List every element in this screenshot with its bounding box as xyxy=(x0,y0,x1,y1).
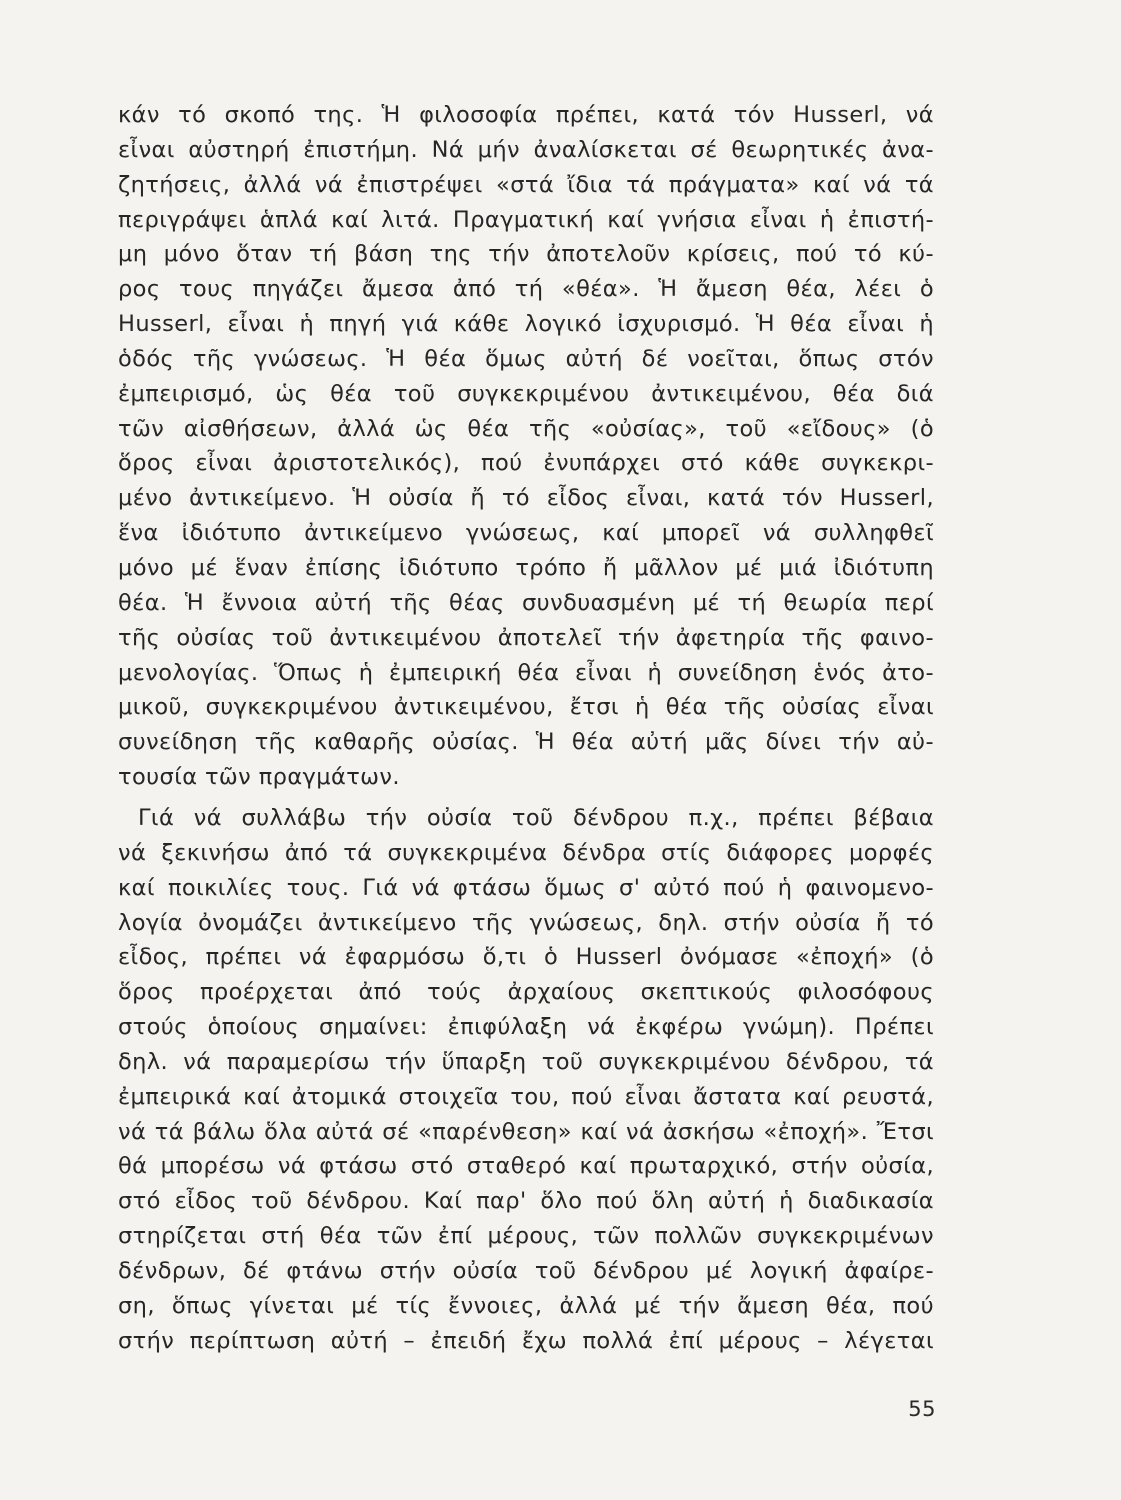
text-line: Husserl, εἶναι ἡ πηγή γιά κάθε λογικό ἰσχυρισμό. Ἡ θέα εἶναι ἡ xyxy=(118,311,934,338)
text-line: συνείδηση τῆς καθαρῆς οὐσίας. Ἡ θέα αὐτή μᾶς δίνει τήν αὐ- xyxy=(118,729,934,756)
text-line: νά ξεκινήσω ἀπό τά συγκεκριμένα δένδρα στίς διάφορες μορφές xyxy=(118,839,934,866)
text-line: εἶναι αὐστηρή ἐπιστήμη. Νά μήν ἀναλίσκεται σέ θεωρητικές ἀνα- xyxy=(118,136,934,163)
text-line: λογία ὀνομάζει ἀντικείμενο τῆς γνώσεως, δηλ. στήν οὐσία ἤ τό xyxy=(118,909,934,936)
text-line: ση, ὅπως γίνεται μέ τίς ἔννοιες, ἀλλά μέ τήν ἄμεση θέα, πού xyxy=(118,1292,934,1319)
text-line: θέα. Ἡ ἔννοια αὐτή τῆς θέας συνδυασμένη μέ τή θεωρία περί xyxy=(118,589,934,616)
paragraph-1 xyxy=(118,98,934,795)
text-line: μη μόνο ὅταν τή βάση της τήν ἀποτελοῦν κρίσεις, πού τό κύ- xyxy=(118,241,934,268)
text-line: μόνο μέ ἕναν ἐπίσης ἰδιότυπο τρόπο ἤ μᾶλλον μέ μιά ἰδιότυπη xyxy=(118,554,934,581)
text-line: τῆς οὐσίας τοῦ ἀντικειμένου ἀποτελεῖ τήν ἀφετηρία τῆς φαινο- xyxy=(118,624,934,651)
text-line: εἶδος, πρέπει νά ἐφαρμόσω ὅ,τι ὁ Husserl ὀνόμασε «ἐποχή» (ὁ xyxy=(118,944,934,971)
text-line: ὅρος προέρχεται ἀπό τούς ἀρχαίους σκεπτικούς φιλοσόφους xyxy=(118,979,934,1006)
text-line: καί ποικιλίες τους. Γιά νά φτάσω ὅμως σ' αὐτό πού ἡ φαινομενο- xyxy=(118,874,934,901)
text-line: θά μπορέσω νά φτάσω στό σταθερό καί πρωταρχικό, στήν οὐσία, xyxy=(118,1153,934,1180)
paragraph-2 xyxy=(118,801,934,1359)
text-line: δένδρων, δέ φτάνω στήν οὐσία τοῦ δένδρου μέ λογική ἀφαίρε- xyxy=(118,1257,934,1284)
text-line: ἐμπειρισμό, ὡς θέα τοῦ συγκεκριμένου ἀντικειμένου, θέα διά xyxy=(118,380,934,407)
text-line: στούς ὁποίους σημαίνει: ἐπιφύλαξη νά ἐκφέρω γνώμη). Πρέπει xyxy=(118,1014,934,1041)
text-line: νά τά βάλω ὅλα αὐτά σέ «παρένθεση» καί νά ἀσκήσω «ἐποχή». Ἔτσι xyxy=(118,1118,934,1145)
page-number: 55 xyxy=(908,1397,936,1421)
text-line: στήν περίπτωση αὐτή – ἐπειδή ἔχω πολλά ἐπί μέρους – λέγεται xyxy=(118,1327,934,1354)
text-line: μένο ἀντικείμενο. Ἡ οὐσία ἤ τό εἶδος εἶναι, κατά τόν Husserl, xyxy=(118,485,934,512)
text-line: ρος τους πηγάζει ἄμεσα ἀπό τή «θέα». Ἡ ἄμεση θέα, λέει ὁ xyxy=(118,276,934,303)
text-line: ὅρος εἶναι ἀριστοτελικός), πού ἐνυπάρχει στό κάθε συγκεκρι- xyxy=(118,450,934,477)
text-line: περιγράψει ἁπλά καί λιτά. Πραγματική καί γνήσια εἶναι ἡ ἐπιστή- xyxy=(118,206,934,233)
text-line: τουσία τῶν πραγμάτων. xyxy=(118,764,400,791)
text-line: κάν τό σκοπό της. Ἡ φιλοσοφία πρέπει, κατά τόν Husserl, νά xyxy=(118,102,934,128)
text-line: μικοῦ, συγκεκριμένου ἀντικειμένου, ἔτσι ἡ θέα τῆς οὐσίας εἶναι xyxy=(118,694,934,721)
text-line: ὁδός τῆς γνώσεως. Ἡ θέα ὅμως αὐτή δέ νοεῖται, ὅπως στόν xyxy=(118,345,934,372)
text-line: τῶν αἰσθήσεων, ἀλλά ὡς θέα τῆς «οὐσίας», τοῦ «εἴδους» (ὁ xyxy=(118,415,934,442)
text-line: δηλ. νά παραμερίσω τήν ὕπαρξη τοῦ συγκεκριμένου δένδρου, τά xyxy=(118,1048,934,1075)
text-line: Γιά νά συλλάβω τήν οὐσία τοῦ δένδρου π.χ., πρέπει βέβαια xyxy=(138,805,934,831)
text-line: ἕνα ἰδιότυπο ἀντικείμενο γνώσεως, καί μπορεῖ νά συλληφθεῖ xyxy=(118,520,934,547)
text-line: στό εἶδος τοῦ δένδρου. Καί παρ' ὅλο πού ὅλη αὐτή ἡ διαδικασία xyxy=(118,1188,934,1215)
text-line: μενολογίας. Ὅπως ἡ ἐμπειρική θέα εἶναι ἡ συνείδηση ἑνός ἀτο- xyxy=(118,659,934,686)
text-line: ἐμπειρικά καί ἀτομικά στοιχεῖα του, πού εἶναι ἄστατα καί ρευστά, xyxy=(118,1083,934,1110)
text-line: ζητήσεις, ἀλλά νά ἐπιστρέψει «στά ἴδια τά πράγματα» καί νά τά xyxy=(118,171,934,198)
text-line: στηρίζεται στή θέα τῶν ἐπί μέρους, τῶν πολλῶν συγκεκριμένων xyxy=(118,1223,934,1250)
